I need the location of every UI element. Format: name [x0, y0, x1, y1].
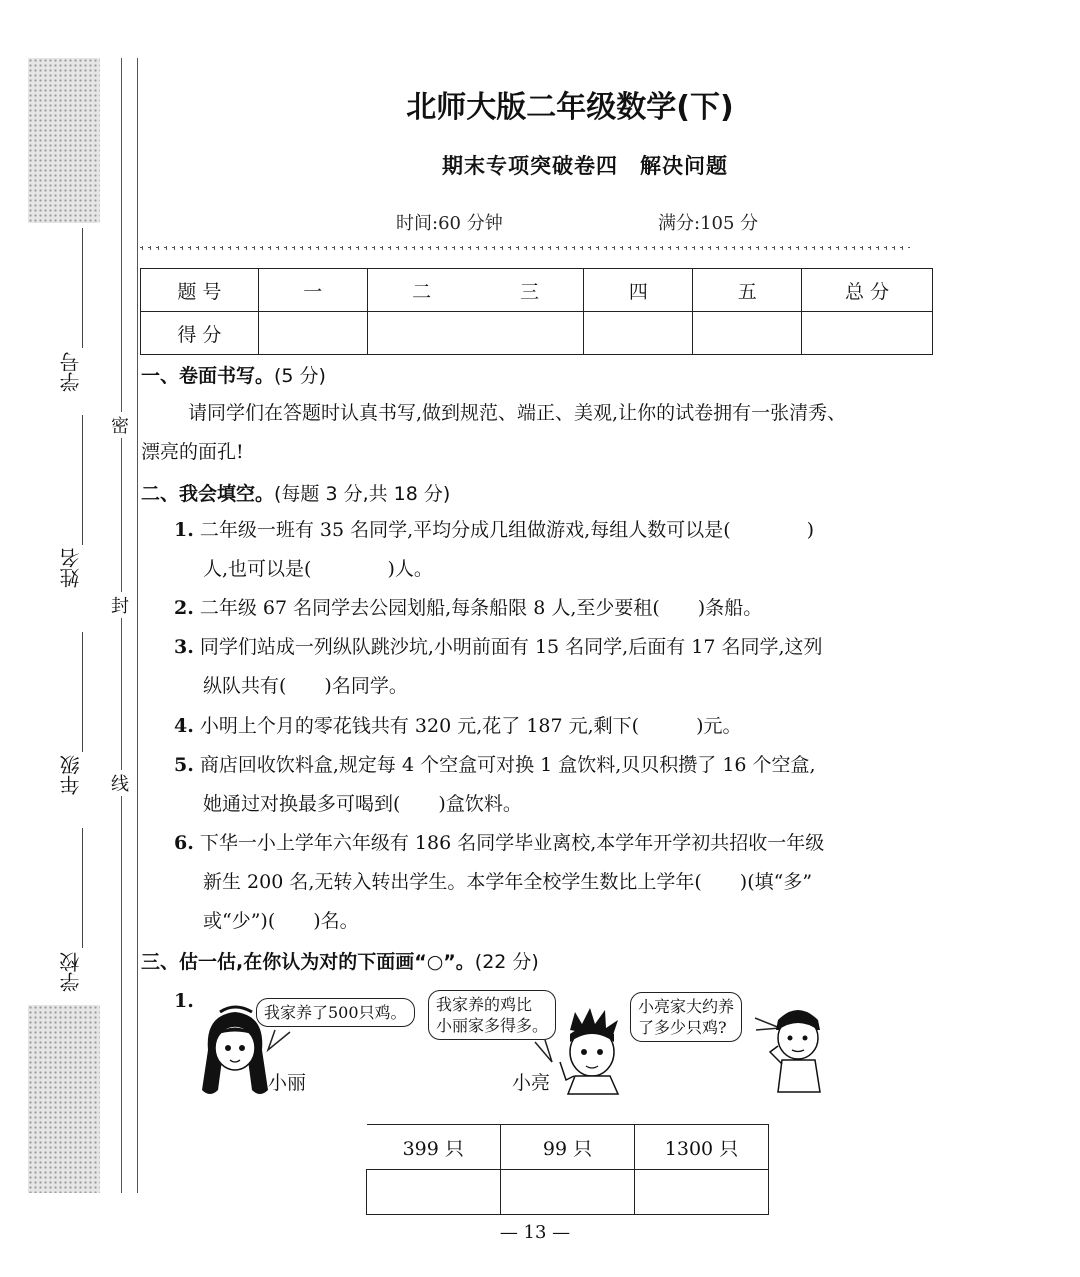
question-2-6 [174, 830, 934, 856]
page-title: 北师大版二年级数学(下) [406, 90, 734, 125]
seal-char-xian: 线 [111, 770, 129, 796]
name-field-line [82, 415, 83, 545]
section1-heading [141, 361, 326, 388]
thinking-boy-figure [770, 1010, 820, 1092]
grade-label: 年级 [59, 755, 83, 795]
score-table-cell: 题 号 [141, 269, 259, 312]
option-cell: 99 只 [501, 1125, 635, 1170]
section3-points: (22 分) [474, 951, 539, 973]
score-table [140, 268, 933, 355]
section2-points: (每题 3 分,共 18 分) [274, 483, 451, 505]
school-field-line [82, 828, 83, 948]
answer-cell[interactable] [367, 1170, 501, 1215]
binding-line-right [137, 58, 138, 1193]
girl-figure [202, 1007, 268, 1094]
seal-char-mi: 密 [111, 412, 129, 438]
score-input-cell[interactable] [693, 312, 802, 355]
answer-row [367, 1170, 769, 1215]
estimate-options-table [366, 1124, 769, 1215]
score-table-cell: 得 分 [141, 312, 259, 355]
score-input-cell[interactable] [584, 312, 693, 355]
speech-bubble-text: 小丽家多得多。 [436, 1016, 549, 1035]
question-number: 1. [174, 519, 194, 541]
student-id-field-line [82, 228, 83, 348]
question-number: 2. [174, 597, 194, 619]
section2-heading [141, 479, 450, 506]
binding-line-left [121, 58, 122, 1193]
score-table-cell: 二 [367, 269, 475, 312]
section2-title: 二、我会填空。 [141, 483, 275, 505]
question-number: 4. [174, 715, 194, 737]
exam-full-score: 满分:105 分 [658, 213, 759, 234]
dotted-divider [140, 246, 910, 250]
question-text-line: 同学们站成一列纵队跳沙坑,小明前面有 15 名同学,后面有 17 名同学,这列 [199, 636, 823, 658]
speech-bubble-text: 了多少只鸡? [638, 1018, 727, 1037]
boy-figure [560, 1008, 618, 1094]
score-table-score-row [141, 312, 933, 355]
name-xiaoli: 小丽 [268, 1072, 307, 1094]
question-2-6-line2: 新生 200 名,无转入转出学生。本学年全校学生数比上学年( )(填“多” [203, 871, 813, 893]
seal-char-feng: 封 [111, 592, 129, 618]
score-input-cell[interactable] [258, 312, 367, 355]
name-label: 姓名 [59, 548, 83, 588]
options-row [367, 1125, 769, 1170]
question-text-line: 二年级 67 名同学去公园划船,每条船限 8 人,至少要租( )条船。 [199, 597, 763, 619]
score-table-cell: 四 [584, 269, 693, 312]
name-xiaoliang: 小亮 [512, 1072, 551, 1094]
question-2-1-line2: 人,也可以是( )人。 [203, 558, 433, 580]
section1-text-line2: 漂亮的面孔! [141, 441, 244, 463]
question-2-3-line2: 纵队共有( )名同学。 [203, 675, 408, 697]
question-3-1-number: 1. [174, 990, 194, 1012]
score-table-cell: 一 [258, 269, 367, 312]
section1-title: 一、卷面书写。 [141, 365, 275, 387]
speech-bubble-text: 小亮家大约养 [638, 997, 735, 1016]
question-2-2 [174, 595, 934, 621]
option-cell: 1300 只 [635, 1125, 769, 1170]
question-text-line: 下华一小上学年六年级有 186 名同学毕业离校,本学年开学初共招收一年级 [199, 832, 825, 854]
score-table-cell: 总 分 [802, 269, 933, 312]
score-input-cell[interactable] [367, 312, 584, 355]
question-2-4 [174, 713, 934, 739]
question-number: 6. [174, 832, 194, 854]
answer-cell[interactable] [635, 1170, 769, 1215]
student-id-label: 学号 [59, 352, 83, 392]
question-2-5 [174, 752, 934, 778]
binding-pattern-top [28, 58, 100, 223]
score-table-cell: 五 [693, 269, 802, 312]
score-table-header-row [141, 269, 933, 312]
binding-pattern-bottom [28, 1005, 100, 1193]
page-subtitle: 期末专项突破卷四 解决问题 [442, 154, 728, 178]
question-number: 3. [174, 636, 194, 658]
option-cell: 399 只 [367, 1125, 501, 1170]
grade-field-line [82, 632, 83, 752]
speech-bubble-text: 我家养的鸡比 [436, 995, 533, 1014]
page-number: — 13 — [499, 1222, 571, 1243]
question-text-line: 小明上个月的零花钱共有 320 元,花了 187 元,剩下( )元。 [199, 715, 742, 737]
speech-bubble-text: 我家养了500只鸡。 [264, 1003, 407, 1022]
section3-heading [141, 947, 539, 974]
exam-time: 时间:60 分钟 [396, 213, 503, 234]
school-label: 学校 [59, 952, 83, 992]
section1-points: (5 分) [274, 365, 326, 387]
question-text-line: 商店回收饮料盒,规定每 4 个空盒可对换 1 盒饮料,贝贝积攒了 16 个空盒, [199, 754, 816, 776]
section1-text-line1: 请同学们在答题时认真书写,做到规范、端正、美观,让你的试卷拥有一张清秀、 [188, 402, 847, 424]
question-text-line: 二年级一班有 35 名同学,平均分成几组做游戏,每组人数可以是( ) [199, 519, 815, 541]
score-table-cell: 三 [476, 269, 584, 312]
score-input-cell[interactable] [802, 312, 933, 355]
question-2-3 [174, 634, 934, 660]
answer-cell[interactable] [501, 1170, 635, 1215]
question-number: 5. [174, 754, 194, 776]
question-2-6-line3: 或“少”)( )名。 [203, 910, 359, 932]
question-2-1 [174, 517, 934, 543]
question-2-5-line2: 她通过对换最多可喝到( )盒饮料。 [203, 793, 522, 815]
section3-title: 三、估一估,在你认为对的下面画“○”。 [141, 951, 475, 973]
